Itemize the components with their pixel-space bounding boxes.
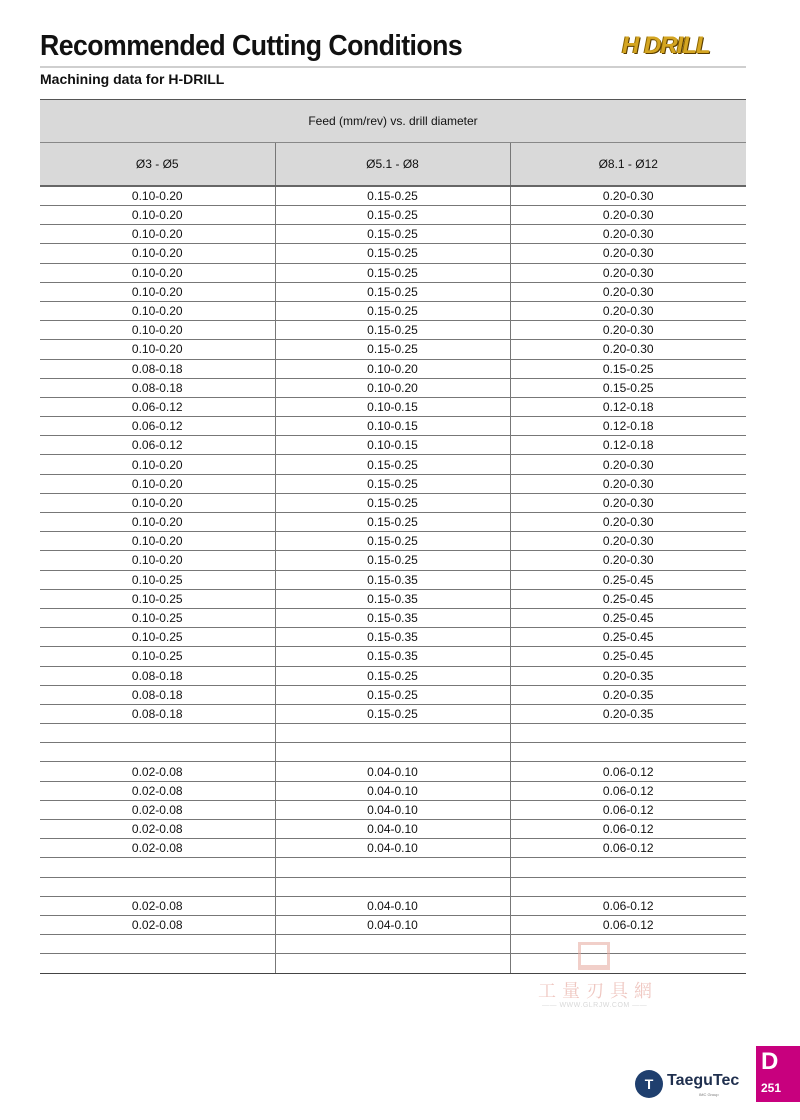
table-cell: 0.08-0.18 — [40, 704, 275, 723]
table-row — [40, 244, 746, 263]
table-row — [40, 321, 746, 340]
table-row — [40, 340, 746, 359]
table-cell — [275, 743, 510, 762]
table-cell: 0.15-0.25 — [275, 455, 510, 474]
table-cell: 0.25-0.45 — [510, 628, 746, 647]
table-cell: 0.15-0.25 — [275, 685, 510, 704]
table-row — [40, 436, 746, 455]
table-row — [40, 282, 746, 301]
watermark-text: 工量刃具網 — [538, 981, 658, 1002]
table-row — [40, 417, 746, 436]
table-cell: 0.02-0.08 — [40, 781, 275, 800]
table-cell: 0.02-0.08 — [40, 820, 275, 839]
table-cell: 0.06-0.12 — [510, 896, 746, 915]
table-cell: 0.08-0.18 — [40, 359, 275, 378]
table-cell: 0.10-0.20 — [40, 474, 275, 493]
table-cell — [510, 877, 746, 896]
column-header-row — [40, 143, 746, 187]
table-cell: 0.10-0.20 — [40, 186, 275, 206]
table-cell: 0.06-0.12 — [510, 781, 746, 800]
table-row — [40, 225, 746, 244]
table-cell: 0.08-0.18 — [40, 685, 275, 704]
h-drill-logo — [622, 32, 748, 62]
table-row — [40, 608, 746, 627]
table-cell: 0.20-0.35 — [510, 685, 746, 704]
feed-super-header: Feed (mm/rev) vs. drill diameter — [40, 100, 746, 143]
table-cell — [40, 858, 275, 877]
table-row — [40, 301, 746, 320]
table-cell: 0.15-0.35 — [275, 628, 510, 647]
table-cell: 0.20-0.30 — [510, 186, 746, 206]
table-row — [40, 378, 746, 397]
table-cell: 0.10-0.20 — [40, 263, 275, 282]
table-cell: 0.15-0.25 — [275, 225, 510, 244]
table-cell: 0.20-0.30 — [510, 474, 746, 493]
table-cell: 0.10-0.15 — [275, 417, 510, 436]
table-row — [40, 263, 746, 282]
table-cell: 0.04-0.10 — [275, 781, 510, 800]
table-cell: 0.15-0.25 — [275, 704, 510, 723]
table-cell: 0.25-0.45 — [510, 608, 746, 627]
table-cell — [275, 954, 510, 973]
page-title: Recommended Cutting Conditions — [40, 30, 463, 62]
table-cell: 0.15-0.25 — [275, 340, 510, 359]
table-cell: 0.15-0.35 — [275, 647, 510, 666]
table-cell: 0.12-0.18 — [510, 417, 746, 436]
column-header: Ø3 - Ø5 — [40, 143, 275, 187]
title-divider — [40, 66, 746, 68]
table-cell — [275, 877, 510, 896]
table-row — [40, 186, 746, 206]
table-cell: 0.15-0.25 — [275, 666, 510, 685]
table-cell: 0.06-0.12 — [510, 915, 746, 934]
table-row — [40, 858, 746, 877]
table-cell — [510, 724, 746, 743]
table-cell: 0.20-0.30 — [510, 551, 746, 570]
table-cell: 0.20-0.30 — [510, 282, 746, 301]
table-cell: 0.20-0.30 — [510, 455, 746, 474]
table-cell: 0.20-0.30 — [510, 225, 746, 244]
table-cell: 0.25-0.45 — [510, 589, 746, 608]
table-cell: 0.02-0.08 — [40, 896, 275, 915]
table-body — [40, 186, 746, 973]
table-row — [40, 397, 746, 416]
table-cell: 0.20-0.30 — [510, 263, 746, 282]
table-cell: 0.10-0.25 — [40, 608, 275, 627]
table-cell: 0.20-0.30 — [510, 513, 746, 532]
table-cell: 0.06-0.12 — [40, 397, 275, 416]
table-row — [40, 839, 746, 858]
table-cell: 0.15-0.25 — [275, 206, 510, 225]
table-cell: 0.15-0.25 — [275, 532, 510, 551]
table-row — [40, 743, 746, 762]
table-cell: 0.15-0.35 — [275, 589, 510, 608]
table-cell: 0.04-0.10 — [275, 800, 510, 819]
table-cell: 0.15-0.35 — [275, 608, 510, 627]
table-cell: 0.10-0.20 — [40, 244, 275, 263]
table-cell: 0.02-0.08 — [40, 839, 275, 858]
table-row — [40, 685, 746, 704]
table-cell: 0.15-0.25 — [275, 493, 510, 512]
table-cell: 0.15-0.25 — [275, 551, 510, 570]
page-subtitle: Machining data for H-DRILL — [40, 71, 225, 87]
table-cell: 0.10-0.20 — [40, 532, 275, 551]
table-cell — [510, 743, 746, 762]
table-row — [40, 206, 746, 225]
taegutec-brand-tag: IMC Group — [699, 1092, 719, 1097]
table-cell: 0.15-0.25 — [275, 474, 510, 493]
table-cell: 0.15-0.25 — [510, 359, 746, 378]
table-cell: 0.10-0.20 — [40, 493, 275, 512]
table-cell: 0.20-0.30 — [510, 244, 746, 263]
table-cell: 0.04-0.10 — [275, 762, 510, 781]
table-cell — [275, 858, 510, 877]
table-cell: 0.12-0.18 — [510, 436, 746, 455]
table-row — [40, 704, 746, 723]
taegutec-emblem-icon: T — [635, 1070, 663, 1098]
table-cell: 0.15-0.25 — [275, 263, 510, 282]
table-cell: 0.15-0.25 — [275, 321, 510, 340]
table-cell: 0.10-0.20 — [40, 455, 275, 474]
column-header: Ø8.1 - Ø12 — [510, 143, 746, 187]
table-cell: 0.10-0.20 — [40, 206, 275, 225]
table-cell — [275, 724, 510, 743]
table-row — [40, 877, 746, 896]
table-cell: 0.15-0.35 — [275, 570, 510, 589]
column-header: Ø5.1 - Ø8 — [275, 143, 510, 187]
table-row — [40, 513, 746, 532]
taegutec-brand-name: TaeguTec — [667, 1072, 740, 1089]
table-cell: 0.04-0.10 — [275, 839, 510, 858]
table-cell: 0.15-0.25 — [275, 513, 510, 532]
table-row — [40, 359, 746, 378]
watermark — [530, 942, 680, 1014]
table-row — [40, 589, 746, 608]
table-cell: 0.10-0.20 — [275, 359, 510, 378]
table-cell: 0.10-0.15 — [275, 397, 510, 416]
table-cell: 0.12-0.18 — [510, 397, 746, 416]
table-cell — [275, 935, 510, 954]
table-cell: 0.06-0.12 — [510, 800, 746, 819]
table-cell: 0.20-0.30 — [510, 532, 746, 551]
table-cell: 0.20-0.30 — [510, 493, 746, 512]
table-row — [40, 570, 746, 589]
table-cell: 0.10-0.20 — [40, 321, 275, 340]
table-cell: 0.06-0.12 — [510, 839, 746, 858]
table-row — [40, 666, 746, 685]
table-row — [40, 647, 746, 666]
table-row — [40, 781, 746, 800]
h-drill-logo-text: H DRILL — [622, 32, 710, 59]
table-cell: 0.10-0.20 — [40, 340, 275, 359]
table-cell: 0.04-0.10 — [275, 915, 510, 934]
table-cell: 0.20-0.30 — [510, 301, 746, 320]
table-cell: 0.10-0.25 — [40, 647, 275, 666]
table-cell: 0.02-0.08 — [40, 800, 275, 819]
table-cell — [40, 724, 275, 743]
table-row — [40, 628, 746, 647]
taegutec-logo — [635, 1068, 755, 1102]
table-cell — [40, 743, 275, 762]
table-row — [40, 551, 746, 570]
table-row — [40, 493, 746, 512]
table-row — [40, 915, 746, 934]
table-cell: 0.20-0.30 — [510, 340, 746, 359]
table-cell: 0.10-0.25 — [40, 628, 275, 647]
table-cell: 0.06-0.12 — [510, 762, 746, 781]
table-cell: 0.02-0.08 — [40, 915, 275, 934]
table-cell: 0.15-0.25 — [510, 378, 746, 397]
table-cell: 0.20-0.35 — [510, 666, 746, 685]
table-cell: 0.06-0.12 — [510, 820, 746, 839]
table-cell: 0.10-0.25 — [40, 570, 275, 589]
table-cell: 0.04-0.10 — [275, 820, 510, 839]
table-cell: 0.10-0.15 — [275, 436, 510, 455]
table-cell: 0.10-0.20 — [40, 513, 275, 532]
watermark-logo-icon — [578, 942, 610, 970]
table-cell: 0.25-0.45 — [510, 570, 746, 589]
table-cell — [40, 954, 275, 973]
watermark-url: —— WWW.GLRJW.COM —— — [542, 1002, 648, 1009]
table-cell: 0.10-0.20 — [40, 551, 275, 570]
table-cell: 0.08-0.18 — [40, 378, 275, 397]
page-tab — [756, 1046, 800, 1102]
table-row — [40, 820, 746, 839]
cutting-conditions-table — [40, 99, 746, 974]
table-row — [40, 896, 746, 915]
table-cell — [510, 858, 746, 877]
table-cell: 0.10-0.20 — [275, 378, 510, 397]
table-cell: 0.10-0.20 — [40, 225, 275, 244]
section-letter: D — [761, 1048, 779, 1075]
table-cell: 0.20-0.30 — [510, 206, 746, 225]
table-cell: 0.20-0.35 — [510, 704, 746, 723]
table-row — [40, 474, 746, 493]
table-cell: 0.15-0.25 — [275, 186, 510, 206]
table-row — [40, 800, 746, 819]
table-cell: 0.25-0.45 — [510, 647, 746, 666]
table-cell: 0.02-0.08 — [40, 762, 275, 781]
table-cell — [40, 935, 275, 954]
table-row — [40, 762, 746, 781]
table-cell: 0.10-0.20 — [40, 301, 275, 320]
table-cell: 0.06-0.12 — [40, 417, 275, 436]
table-cell: 0.04-0.10 — [275, 896, 510, 915]
table-row — [40, 455, 746, 474]
table-cell: 0.15-0.25 — [275, 301, 510, 320]
table-cell: 0.15-0.25 — [275, 282, 510, 301]
table-cell: 0.15-0.25 — [275, 244, 510, 263]
table-row — [40, 532, 746, 551]
table-cell: 0.06-0.12 — [40, 436, 275, 455]
table-cell — [40, 877, 275, 896]
table-cell: 0.10-0.25 — [40, 589, 275, 608]
table-row — [40, 724, 746, 743]
table-cell: 0.20-0.30 — [510, 321, 746, 340]
table-cell: 0.08-0.18 — [40, 666, 275, 685]
table-cell: 0.10-0.20 — [40, 282, 275, 301]
page-number: 251 — [761, 1081, 782, 1095]
